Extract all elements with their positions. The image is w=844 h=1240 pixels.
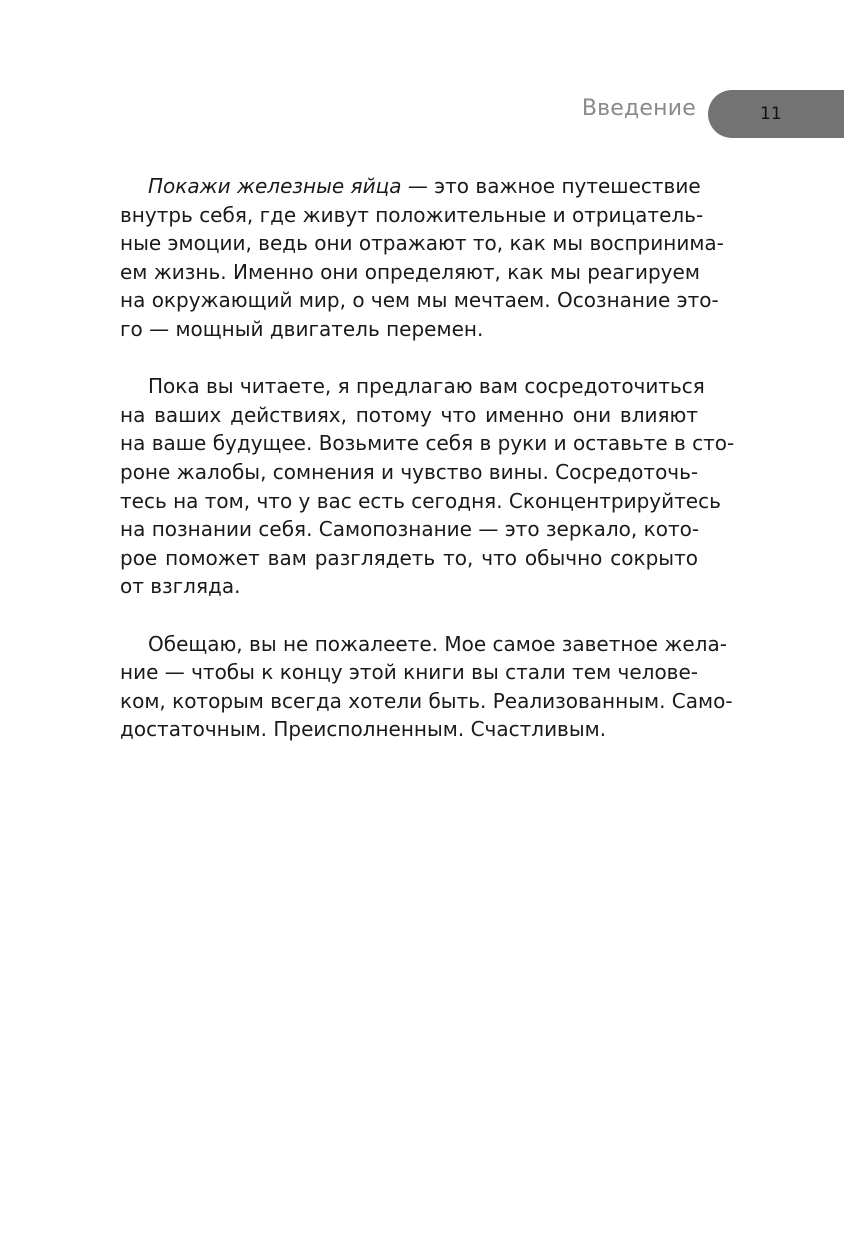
text-line: ные эмоции, ведь они отражают то, как мы воспринима-: [120, 231, 724, 256]
text-line: достаточным. Преисполненным. Счастливым.: [120, 717, 607, 742]
text-line: ем жизнь. Именно они определяют, как мы реагируем: [120, 259, 700, 284]
text-line: роне жалобы, сомнения и чувство вины. Сосредоточь-: [120, 459, 699, 484]
text-line: тесь на том, что у вас есть сегодня. Сконцентрируйтесь: [120, 488, 721, 513]
page-number: 11: [760, 104, 782, 124]
text-line: Покажи железные яйца — это важное путешествие: [148, 174, 701, 198]
body-text: [120, 172, 735, 772]
text-line: Обещаю, вы не пожалеете. Мое самое заветное жела-: [148, 631, 727, 656]
text-line: на познании себя. Самопознание — это зеркало, кото-: [120, 517, 700, 542]
running-header-title: Введение: [581, 96, 696, 121]
text-line: внутрь себя, где живут положительные и отрицатель-: [120, 202, 704, 227]
paragraph-2: [120, 372, 735, 601]
paragraph-3: [120, 630, 733, 744]
italic-book-title: Покажи железные яйца: [148, 174, 402, 198]
text-line: го — мощный двигатель перемен.: [120, 316, 484, 341]
text-line: ние — чтобы к концу этой книги вы стали тем челове-: [120, 660, 698, 685]
text-line: на окружающий мир, о чем мы мечтаем. Осознание это-: [120, 288, 719, 313]
text-line: рое поможет вам разглядеть то, что обычно сокрыто: [120, 545, 698, 570]
text-line: ком, которым всегда хотели быть. Реализованным. Само-: [120, 688, 733, 713]
text-line: на ваше будущее. Возьмите себя в руки и оставьте в сто-: [120, 431, 735, 456]
text-line: от взгляда.: [120, 574, 241, 599]
paragraph-1: [120, 172, 724, 344]
text-line: на ваших действиях, потому что именно они влияют: [120, 402, 698, 427]
text-line: Пока вы читаете, я предлагаю вам сосредоточиться: [148, 374, 705, 399]
